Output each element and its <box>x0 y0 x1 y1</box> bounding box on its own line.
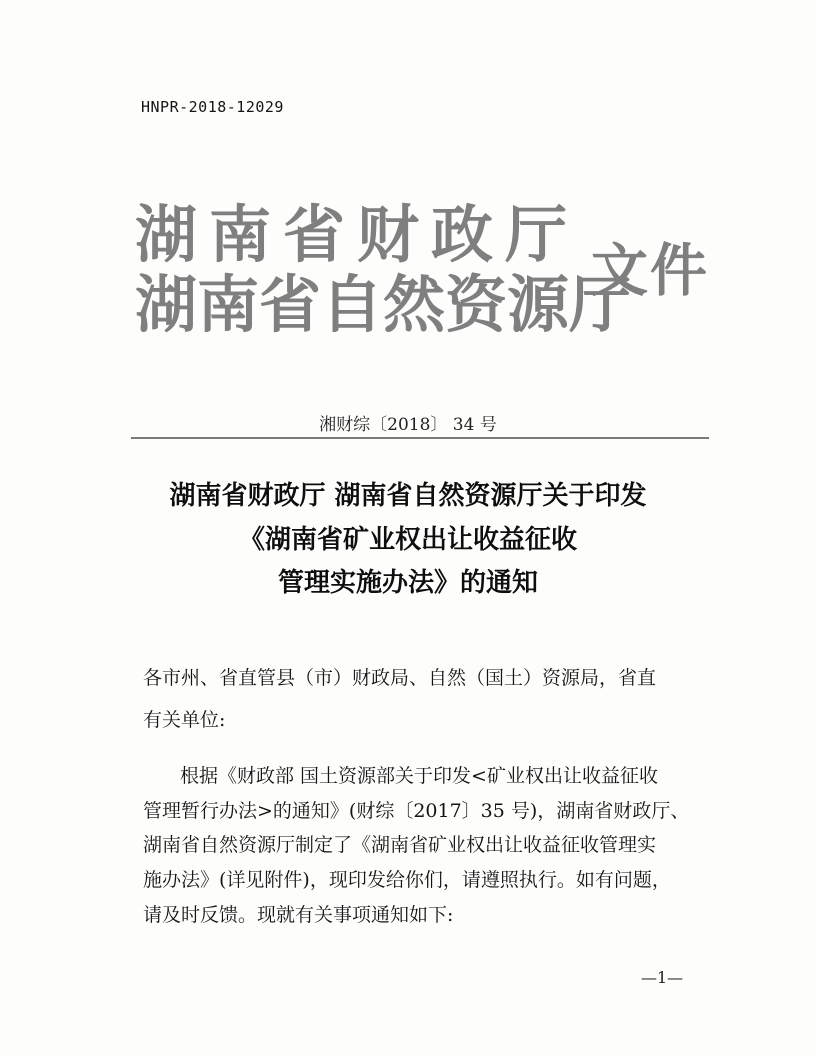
page-number: —1— <box>641 968 684 987</box>
header-divider <box>131 437 709 439</box>
paragraph-line-1: 根据《财政部 国土资源部关于印发<矿业权出让收益征收 <box>180 765 658 787</box>
title-line-3: 管理实施办法》的通知 <box>277 568 538 598</box>
issuer-line-natural-resources-department: 湖南省自然资源厅 <box>135 268 632 341</box>
addressee-line-1: 各市州、省直管县（市）财政局、自然（国土）资源局，省直 <box>143 667 657 689</box>
paragraph-line-3: 湖南省自然资源厅制定了《湖南省矿业权出让收益征收管理实 <box>143 834 657 856</box>
title-line-2: 《湖南省矿业权出让收益征收 <box>238 525 577 555</box>
paragraph-line-4: 施办法》(详见附件)，现印发给你们，请遵照执行。如有问题， <box>143 869 671 891</box>
issuer-suffix: 文件 <box>591 238 709 304</box>
issuer-line-finance-department: 湖南省财政厅 <box>135 198 580 271</box>
document-number: 湘财综〔2018〕 34 号 <box>319 415 497 435</box>
document-code: HNPR-2018-12029 <box>141 98 284 116</box>
paragraph-line-2: 管理暂行办法>的通知》(财综〔2017〕35 号)，湖南省财政厅、 <box>143 800 690 822</box>
addressee-line-2: 有关单位: <box>143 709 226 731</box>
paragraph-line-5: 请及时反馈。现就有关事项通知如下: <box>143 904 454 926</box>
title-line-1: 湖南省财政厅 湖南省自然资源厅关于印发 <box>169 481 647 511</box>
